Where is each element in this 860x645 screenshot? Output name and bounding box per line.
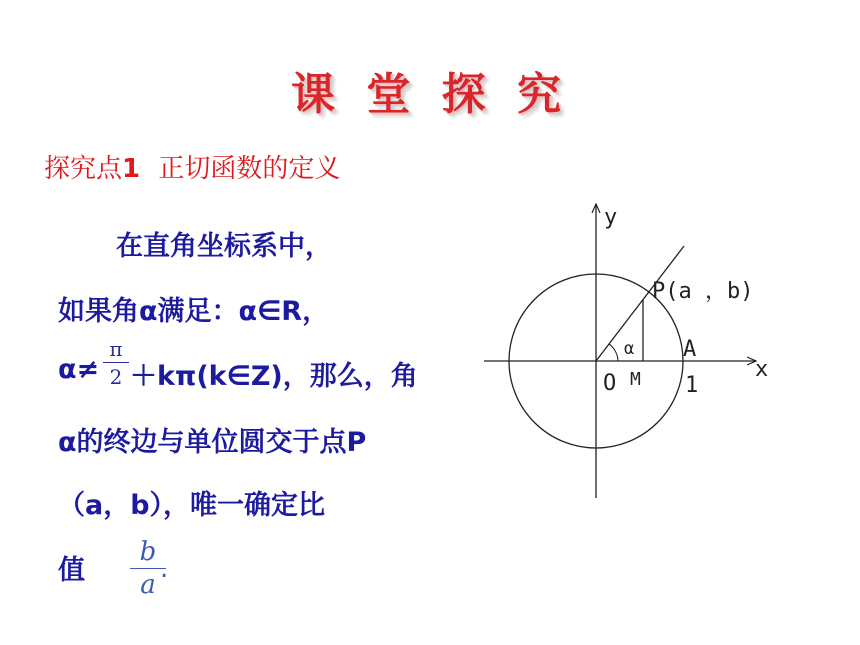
angle-arc: [609, 344, 618, 361]
text-line-3b: ＋kπ(k∈Z)，那么，角: [130, 361, 418, 392]
origin-label: O: [603, 371, 617, 396]
text-line-4: α的终边与单位圆交于点P: [58, 427, 367, 458]
section-name: 正切函数的定义: [158, 154, 341, 184]
fraction-denominator: a: [140, 570, 156, 600]
text-line-6: 值: [58, 555, 85, 586]
text-line-2: 如果角α满足：α∈R，: [58, 296, 330, 327]
section-prefix: 探究点: [44, 154, 123, 184]
fraction-numerator: π: [109, 337, 123, 361]
text-line-1: 在直角坐标系中，: [116, 231, 332, 262]
fraction-denominator: 2: [109, 365, 123, 389]
point-m-label: M: [630, 369, 641, 390]
text-line-5: （a，b），唯一确定比: [58, 490, 326, 521]
point-p-label: P(a ，b): [652, 279, 754, 304]
y-axis-label: y: [604, 205, 618, 230]
angle-alpha-label: α: [624, 339, 635, 359]
fraction-numerator: b: [139, 537, 157, 567]
unit-one-label: 1: [685, 373, 699, 398]
fraction-period: .: [160, 554, 169, 584]
point-a-label: A: [683, 337, 697, 362]
text-line-3a: α≠: [58, 354, 100, 385]
x-axis-label: x: [755, 357, 769, 382]
slide-title: 课 堂 探 究: [291, 69, 569, 120]
section-number: 1: [122, 154, 141, 184]
